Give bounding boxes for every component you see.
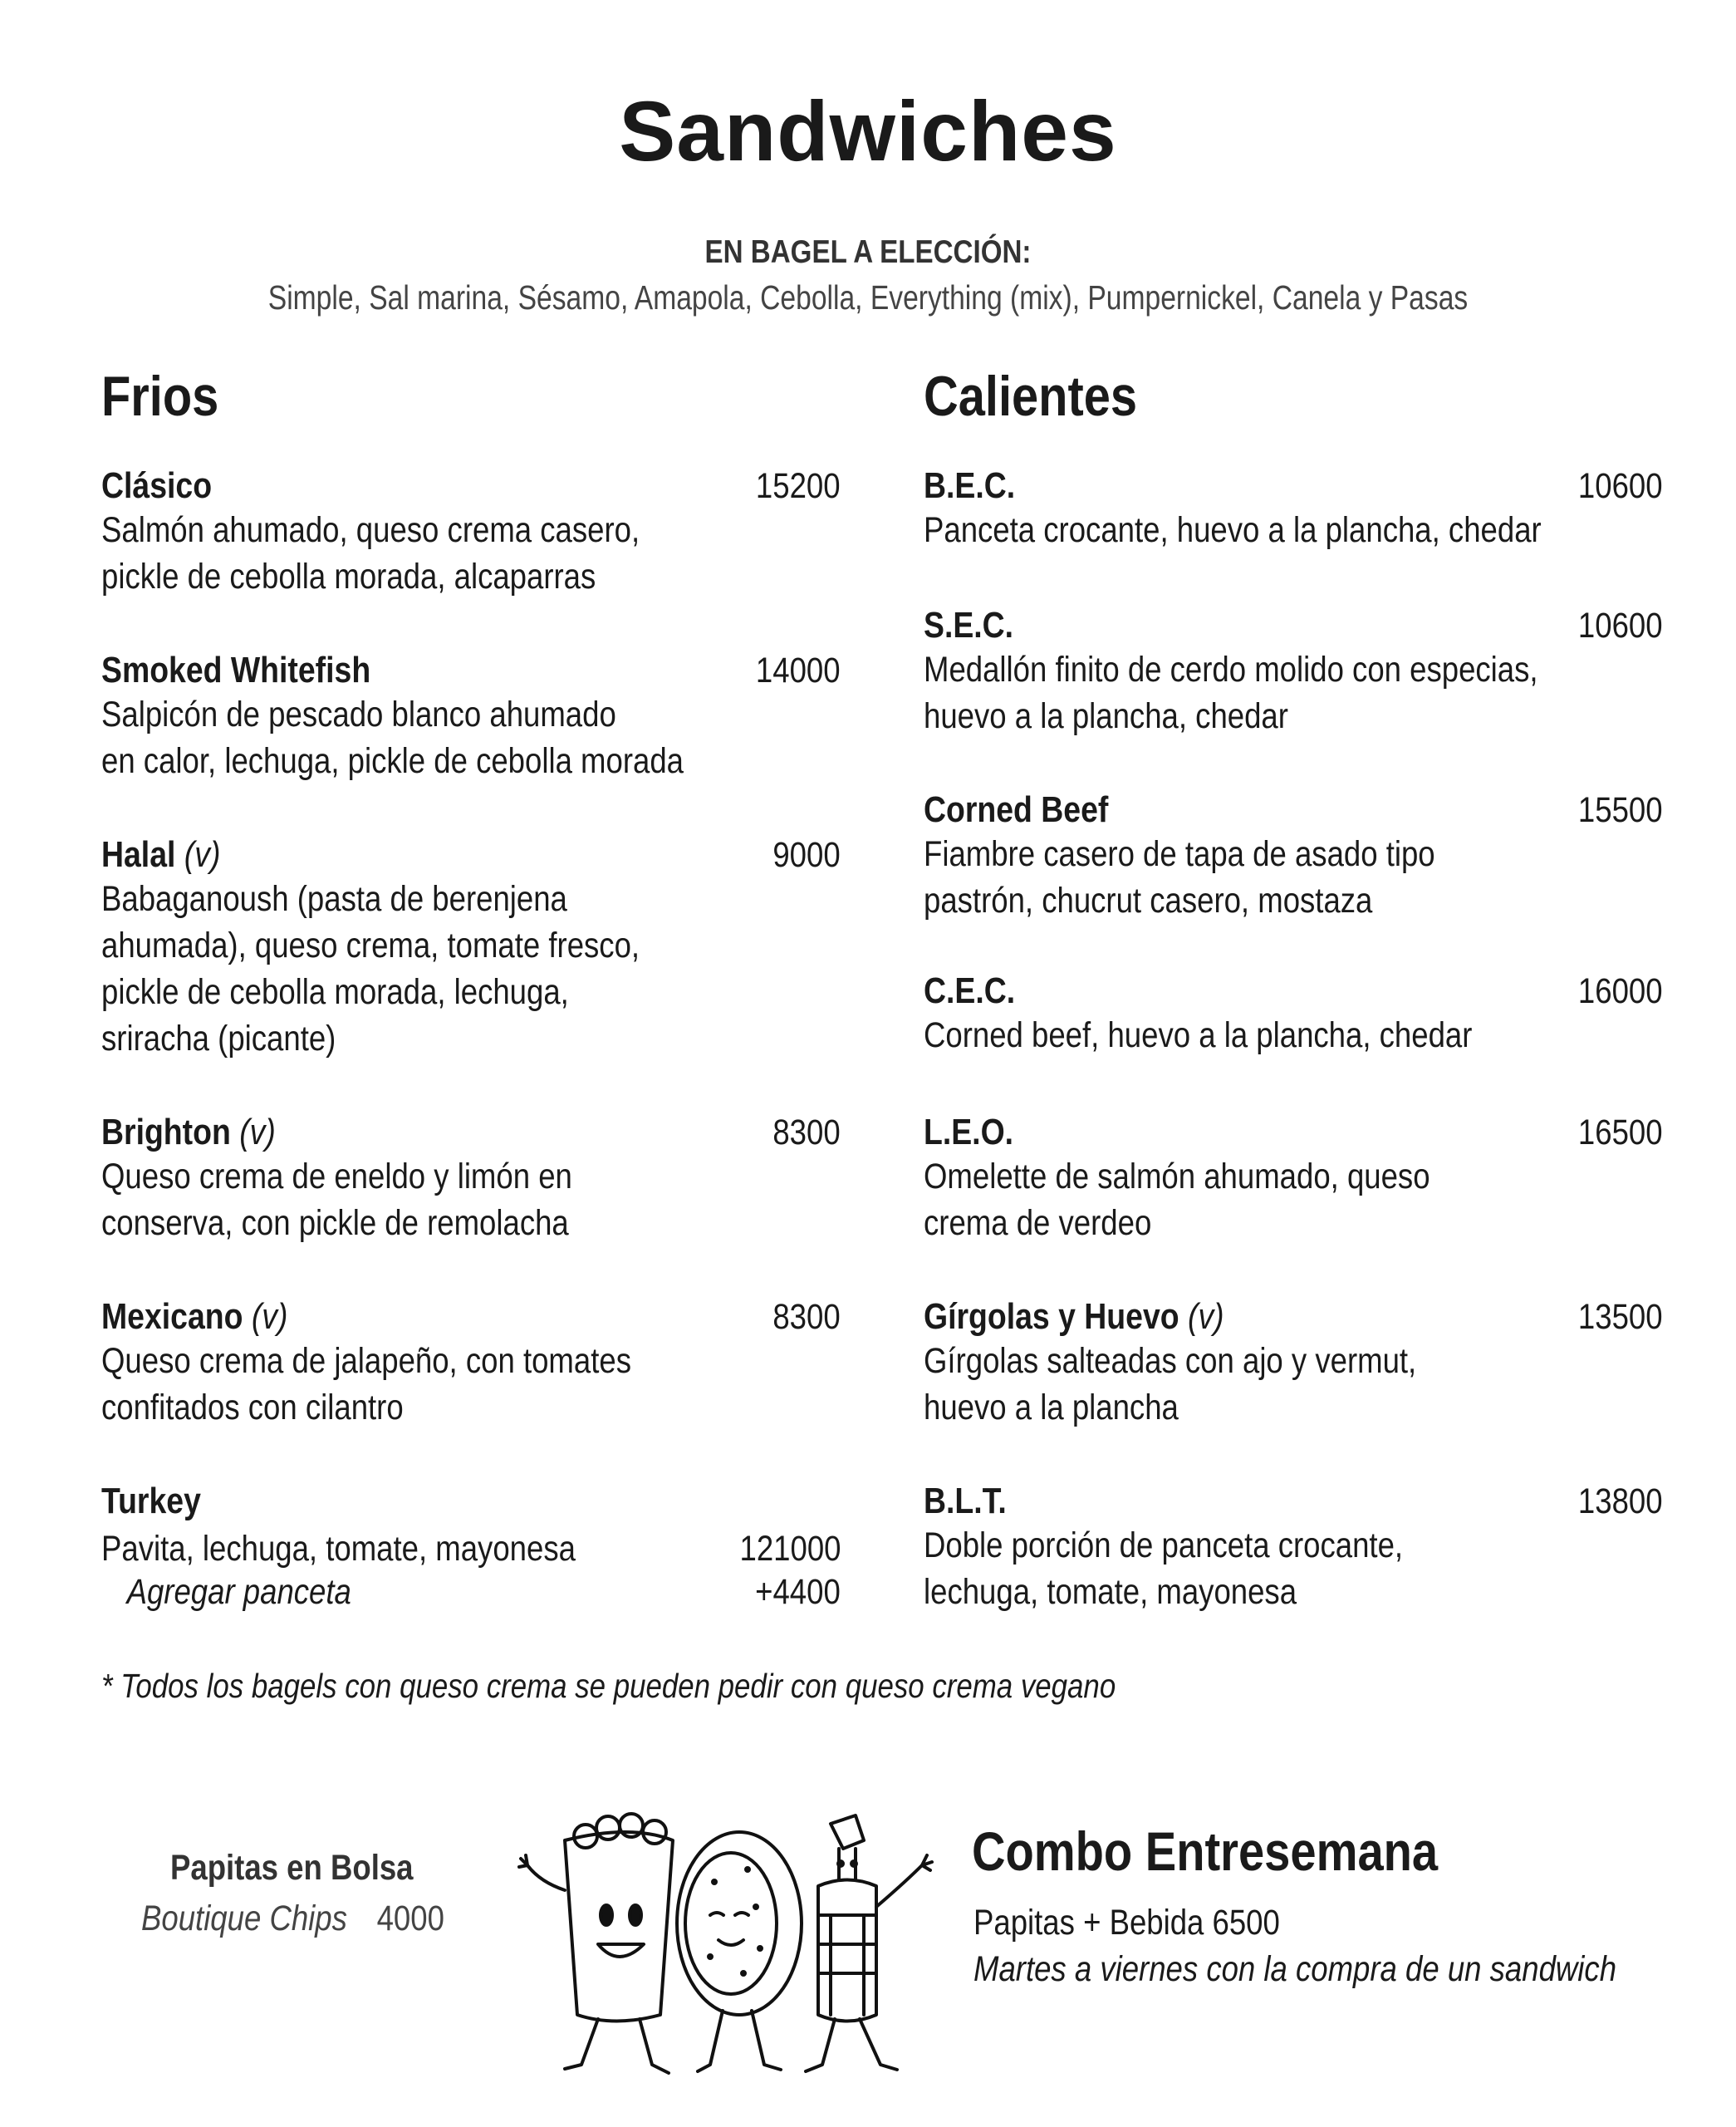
item-price: 10600	[1578, 466, 1663, 506]
item-name: Halal (v)	[101, 834, 221, 875]
item-price: 14000	[756, 651, 841, 690]
menu-item-clasico	[101, 465, 841, 600]
item-name: B.E.C.	[924, 465, 1016, 506]
vegan-footnote: * Todos los bagels con queso crema se pueden pedir con queso crema vegano	[101, 1667, 1116, 1705]
addon-label: Agregar panceta	[126, 1572, 351, 1612]
item-price: 15200	[756, 466, 841, 506]
item-name: Corned Beef	[924, 789, 1109, 830]
bagel-options: Simple, Sal marina, Sésamo, Amapola, Cebolla, Everything (mix), Pumpernickel, Canela y Pasas	[267, 278, 1469, 317]
item-description: Salmón ahumado, queso crema casero, pickle de cebolla morada, alcaparras	[101, 510, 640, 597]
chips-line	[141, 1899, 444, 1939]
menu-item-bec	[924, 465, 1663, 553]
item-name: B.L.T.	[924, 1481, 1007, 1521]
menu-item-leo	[924, 1112, 1663, 1246]
menu-item-sec	[924, 605, 1663, 739]
combo-title: Combo Entresemana	[972, 1820, 1439, 1882]
menu-item-corned-beef	[924, 789, 1663, 924]
item-description: Babaganoush (pasta de berenjena ahumada), queso crema, tomate fresco, pickle de cebolla morada, lechuga, sriracha (picante)	[101, 879, 640, 1059]
seltzer-bottle-mascot	[806, 1815, 932, 2071]
calientes-heading: Calientes	[924, 365, 1138, 428]
item-price: 8300	[772, 1297, 841, 1337]
bagel-heading: EN BAGEL A ELECCIÓN:	[704, 234, 1032, 270]
item-description: Queso crema de eneldo y limón en conserva, con pickle de remolacha	[101, 1157, 572, 1243]
bagel-mascot	[677, 1832, 802, 2071]
item-name: L.E.O.	[924, 1112, 1014, 1152]
menu-item-smoked-whitefish	[101, 650, 841, 784]
combo-note: Martes a viernes con la compra de un sandwich	[973, 1949, 1617, 1989]
item-price: 13500	[1578, 1297, 1663, 1337]
menu-item-turkey	[101, 1481, 841, 1612]
chips-name: Boutique Chips	[141, 1899, 347, 1938]
item-name: Gírgolas y Huevo (v)	[924, 1296, 1224, 1337]
item-name: Mexicano (v)	[101, 1296, 288, 1337]
item-price: 8300	[772, 1113, 841, 1152]
item-description: Gírgolas salteadas con ajo y vermut, huevo a la plancha	[924, 1341, 1417, 1427]
item-price: 10600	[1578, 606, 1663, 646]
item-description: Corned beef, huevo a la plancha, chedar	[924, 1015, 1473, 1055]
addon-price: +4400	[755, 1572, 841, 1612]
item-description: Medallón finito de cerdo molido con especias, huevo a la plancha, chedar	[924, 650, 1538, 736]
chips-title: Papitas en Bolsa	[170, 1848, 414, 1888]
item-description: Doble porción de panceta crocante, lechuga, tomate, mayonesa	[924, 1525, 1404, 1612]
menu-item-blt	[924, 1481, 1663, 1615]
item-price: 15500	[1578, 790, 1663, 830]
item-price: 9000	[772, 835, 841, 875]
menu-item-brighton	[101, 1112, 841, 1246]
frios-heading: Frios	[101, 365, 219, 428]
item-name: C.E.C.	[924, 970, 1016, 1011]
item-name: S.E.C.	[924, 605, 1014, 646]
page-title: Sandwiches	[619, 84, 1117, 179]
chips-bag-mascot	[519, 1814, 673, 2073]
item-price: 16000	[1578, 971, 1663, 1011]
item-description: Salpicón de pescado blanco ahumado en calor, lechuga, pickle de cebolla morada	[101, 695, 684, 781]
item-name: Clásico	[101, 465, 213, 506]
item-name: Brighton (v)	[101, 1112, 276, 1152]
item-description: Queso crema de jalapeño, con tomates confitados con cilantro	[101, 1341, 631, 1427]
menu-item-girgolas-y-huevo	[924, 1296, 1663, 1431]
item-price: 13800	[1578, 1481, 1663, 1521]
menu-item-cec	[924, 970, 1663, 1059]
item-description: Pavita, lechuga, tomate, mayonesa	[101, 1529, 576, 1569]
item-name: Turkey	[101, 1481, 201, 1521]
item-description: Fiambre casero de tapa de asado tipo pastrón, chucrut casero, mostaza	[924, 834, 1435, 921]
menu-item-mexicano	[101, 1296, 841, 1431]
item-description: Omelette de salmón ahumado, queso crema de verdeo	[924, 1157, 1430, 1243]
menu-item-halal	[101, 834, 841, 1062]
item-price: 16500	[1578, 1113, 1663, 1152]
item-price: 121000	[739, 1529, 841, 1569]
mascots-illustration	[507, 1791, 955, 2090]
item-name: Smoked Whitefish	[101, 650, 371, 690]
combo-line: Papitas + Bebida 6500	[973, 1903, 1280, 1943]
chips-price: 4000	[376, 1899, 444, 1938]
addon-row	[101, 1572, 841, 1612]
item-description: Panceta crocante, huevo a la plancha, chedar	[924, 510, 1542, 550]
